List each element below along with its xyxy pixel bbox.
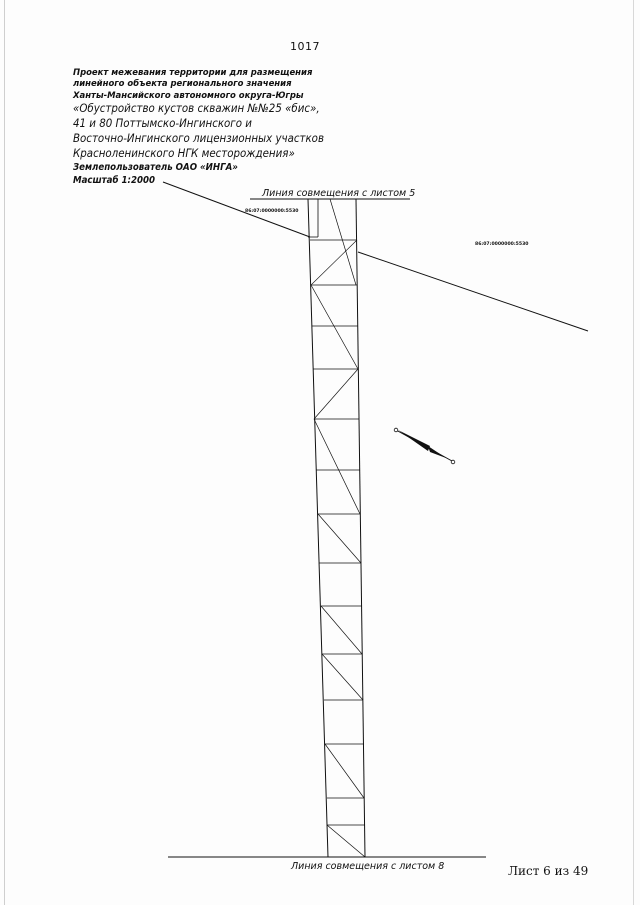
corridor-strip [308,199,365,857]
land-user-line: Землепользователь ОАО «ИНГА» [73,162,238,174]
scale-line: Масштаб 1:2000 [73,175,155,187]
title-line-5: 41 и 80 Поттымско-Ингинского и [73,116,252,131]
page-number: 1017 [290,40,320,53]
title-line-7: Красноленинского НГК месторождения» [73,146,295,161]
bottom-match-line-label: Линия совмещения с листом 8 [291,861,445,872]
title-line-6: Восточно-Ингинского лицензионных участков [73,131,325,146]
title-line-4: «Обустройство кустов скважин №№25 «бис», [73,101,320,116]
parcel-boundary-right [358,252,588,331]
title-line-3: Ханты-Мансийского автономного округа-Югры [73,89,304,101]
title-line-2: линейного объекта регионального значения [73,78,292,90]
parcel-label-right: 86:07:0000000:5530 [475,242,529,247]
sheet-number-label: Лист 6 из 49 [508,864,589,878]
top-match-line-label: Линия совмещения с листом 5 [262,188,416,199]
north-arrow-icon [394,428,455,464]
parcel-label-left: 86:07:0000000:5530 [245,209,299,214]
title-line-1: Проект межевания территории для размещения [73,67,313,78]
